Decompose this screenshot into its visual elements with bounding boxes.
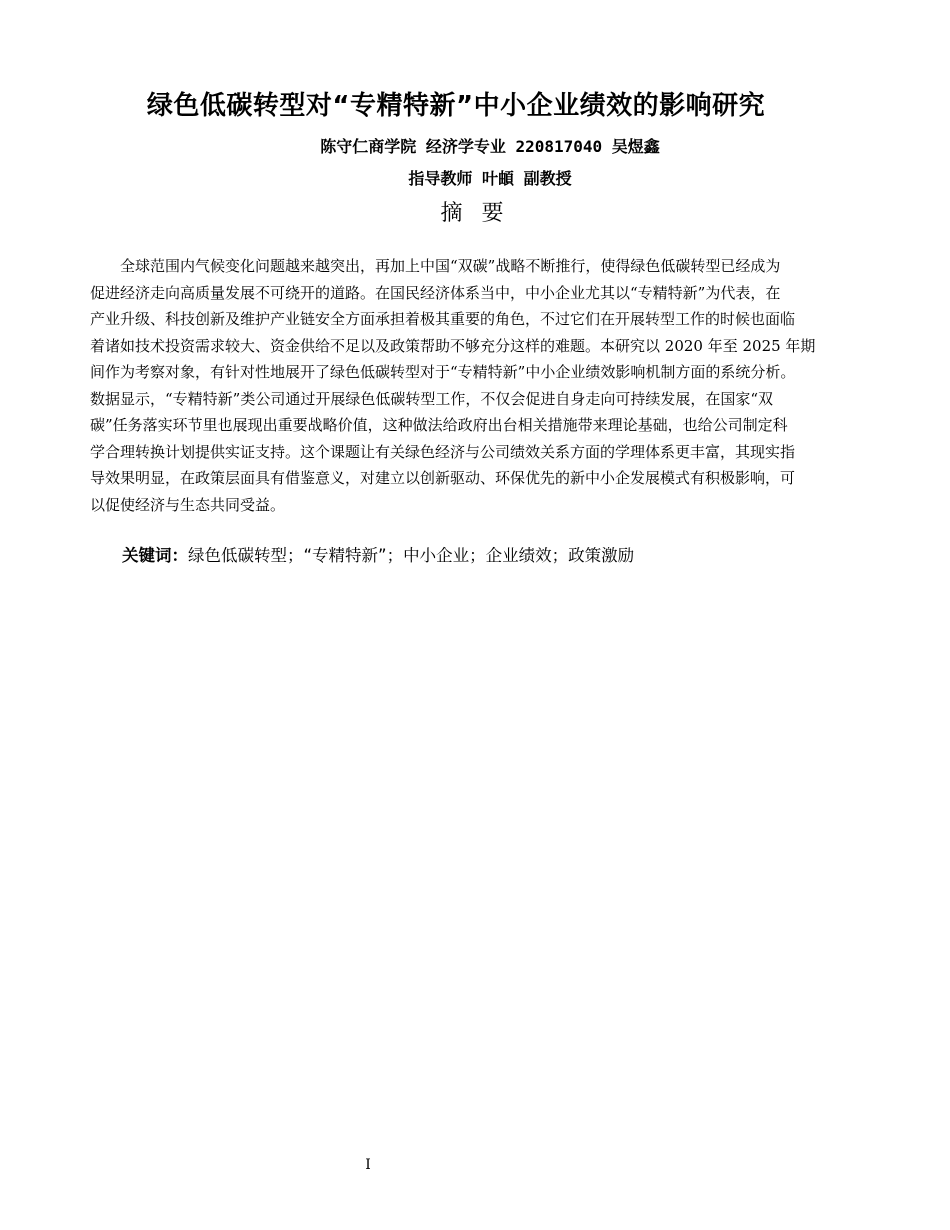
page-number: I [365,1157,371,1173]
abstract-line-3: 产业升级、科技创新及维护产业链安全方面承担着极其重要的角色，不过它们在开展转型工作的时候也面临 [90,310,796,328]
abstract-body [90,253,880,518]
abstract-line-2: 促进经济走向高质量发展不可绕开的道路。在国民经济体系当中，中小企业尤其以“专精特新”为代表，在 [90,283,781,302]
abstract-heading: 摘 要 [440,201,510,226]
keywords-label: 关键词： [122,546,188,565]
abstract-line-5: 间作为考察对象，有针对性地展开了绿色低碳转型对于“专精特新”中小企业绩效影响机制方面的系统分析。 [90,363,796,381]
abstract-line-8: 学合理转换计划提供实证支持。这个课题让有关绿色经济与公司绩效关系方面的学理体系更丰富，其现实指 [90,442,796,461]
abstract-line-7: 碳”任务落实环节里也展现出重要战略价值，这种做法给政府出台相关措施带来理论基础，也给公司制定科 [90,416,788,434]
keywords-line [122,543,634,569]
abstract-line-1: 全球范围内气候变化问题越来越突出，再加上中国“双碳”战略不断推行，使得绿色低碳转型已经成为 [90,257,781,275]
abstract-line-4: 着诸如技术投资需求较大、资金供给不足以及政策帮助不够充分这样的难题。本研究以 2020 年至 2025 年期 [90,336,816,355]
keywords-text: 绿色低碳转型；“专精特新”；中小企业；企业绩效；政策激励 [188,546,635,565]
advisor-line: 指导教师 叶頔 副教授 [408,169,572,188]
author-line: 陈守仁商学院 经济学专业 220817040 吴煜鑫 [320,137,660,156]
abstract-line-9: 导效果明显，在政策层面具有借鉴意义，对建立以创新驱动、环保优先的新中小企发展模式有积极影响，可 [90,469,796,487]
abstract-line-10: 以促使经济与生态共同受益。 [90,495,286,514]
paper-title: 绿色低碳转型对“专精特新”中小企业绩效的影响研究 [146,91,766,121]
abstract-line-6: 数据显示，“专精特新”类公司通过开展绿色低碳转型工作，不仅会促进自身走向可持续发展，在国家“双 [90,389,774,408]
